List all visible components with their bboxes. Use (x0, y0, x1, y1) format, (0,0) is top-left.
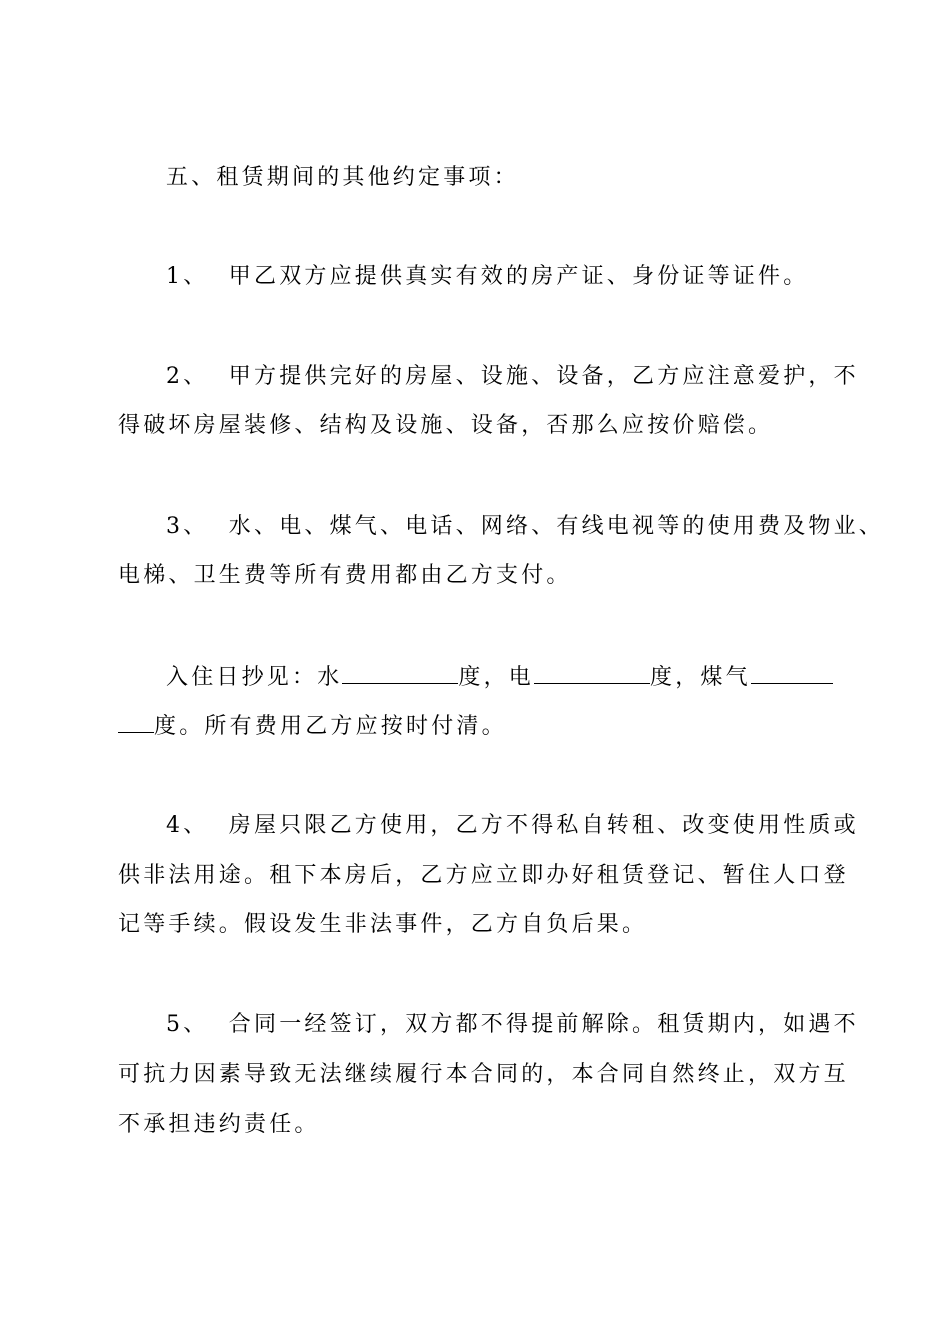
section-heading (166, 163, 519, 193)
water-reading-blank (342, 661, 458, 684)
clause-5-number: 5、 (166, 1012, 209, 1037)
clause-2-text-1: 甲方提供完好的房屋、设施、设备，乙方应注意爱护，不 (228, 364, 859, 389)
meter-reading-line-2 (118, 710, 507, 742)
meter-reading-line-1 (166, 661, 833, 693)
clause-4-text-3: 记等手续。假设发生非法事件，乙方自负后果。 (118, 912, 648, 937)
clause-2-line-1 (166, 362, 859, 392)
clause-4-text-2: 供非法用途。租下本房后，乙方应立即办好租赁登记、暂住人口登 (118, 863, 849, 888)
section-heading-text: 五、租赁期间的其他约定事项： (166, 165, 519, 190)
electricity-unit: 度，煤气 (650, 665, 751, 690)
clause-4-line-3 (118, 910, 647, 940)
clause-4-line-1 (166, 811, 859, 841)
clause-3-text-1: 水、电、煤气、电话、网络、有线电视等的使用费及物业、 (228, 514, 884, 539)
clause-5-line-2 (118, 1060, 849, 1090)
clause-3-number: 3、 (166, 514, 209, 539)
clause-1 (166, 262, 808, 292)
clause-1-number: 1、 (166, 264, 209, 289)
clause-3-line-2 (118, 561, 572, 591)
clause-5-line-3 (118, 1110, 320, 1140)
meter-prefix: 入住日抄见：水 (166, 665, 343, 690)
clause-2-number: 2、 (166, 364, 209, 389)
clause-4-text-1: 房屋只限乙方使用，乙方不得私自转租、改变使用性质或 (228, 813, 859, 838)
gas-reading-blank-continued (118, 710, 154, 733)
clause-5-text-1: 合同一经签订，双方都不得提前解除。租赁期内，如遇不 (228, 1012, 859, 1037)
clause-3-line-1 (166, 512, 884, 542)
clause-4-number: 4、 (166, 813, 209, 838)
meter-suffix: 度。所有费用乙方应按时付清。 (154, 714, 507, 739)
clause-5-text-2: 可抗力因素导致无法继续履行本合同的，本合同自然终止，双方互 (118, 1062, 849, 1087)
clause-5-text-3: 不承担违约责任。 (118, 1112, 320, 1137)
clause-2-text-2: 得破坏房屋装修、结构及设施、设备，否那么应按价赔偿。 (118, 413, 774, 438)
clause-2-line-2 (118, 411, 773, 441)
clause-3-text-2: 电梯、卫生费等所有费用都由乙方支付。 (118, 563, 572, 588)
electricity-reading-blank (534, 661, 650, 684)
gas-reading-blank (751, 661, 833, 684)
clause-1-text: 甲乙双方应提供真实有效的房产证、身份证等证件。 (228, 264, 809, 289)
water-unit: 度，电 (458, 665, 535, 690)
clause-4-line-2 (118, 861, 849, 891)
clause-5-line-1 (166, 1010, 859, 1040)
